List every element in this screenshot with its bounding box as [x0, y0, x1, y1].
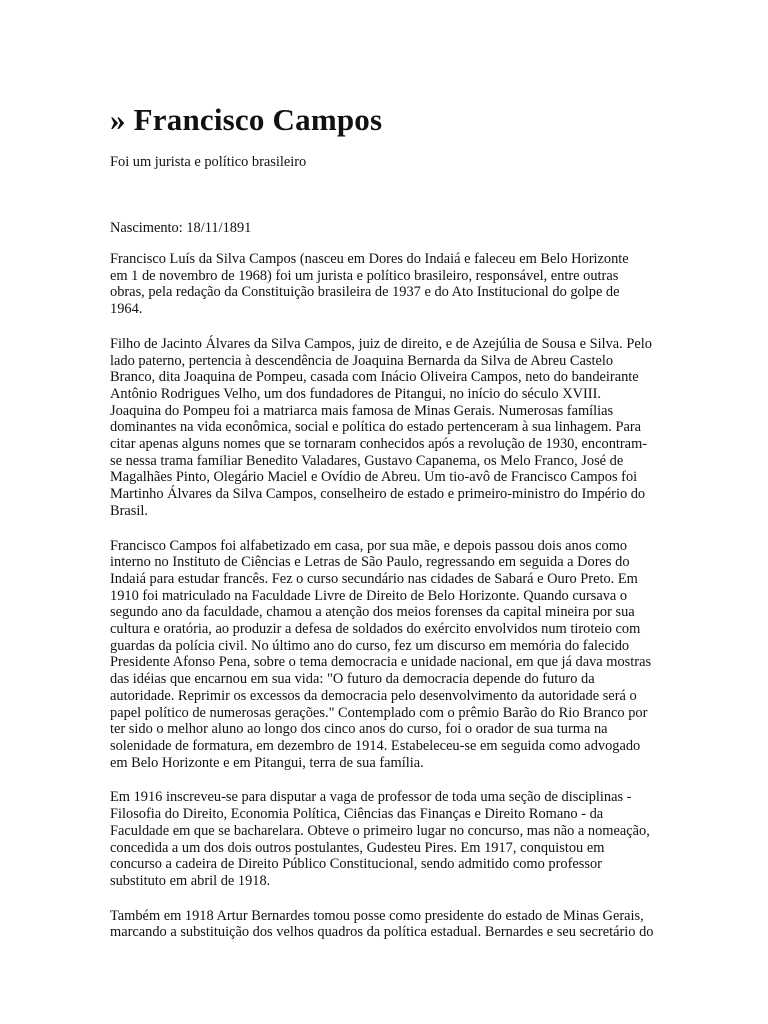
- text-line: se nessa trama familiar Benedito Valadares, Gustavo Capanema, os Melo Franco, José de: [110, 452, 624, 469]
- text-line: segundo ano da faculdade, chamou a atenção dos meios forenses da capital mineira por sua: [110, 604, 635, 621]
- text-line: autoridade. Reprimir os excessos da democracia pelo desenvolvimento da autoridade será o: [110, 687, 637, 704]
- page-title: » Francisco Campos: [110, 102, 383, 137]
- text-line: Joaquina do Pompeu foi a matriarca mais famosa de Minas Gerais. Numerosas famílias: [110, 402, 614, 419]
- birth-date: Nascimento: 18/11/1891: [110, 220, 252, 236]
- text-line: solenidade de formatura, em dezembro de 1914. Estabeleceu-se em seguida como advogado: [110, 737, 641, 754]
- text-line: papel político de numerosas gerações." Contemplado com o prêmio Barão do Rio Branco por: [110, 704, 648, 721]
- text-line: dominantes na vida econômica, social e política do estado pertenceram à sua linhagem. Para: [110, 419, 642, 436]
- text-line: concurso a cadeira de Direito Público Constitucional, sendo admitido como professor: [110, 856, 602, 873]
- text-line: lado paterno, pertencia à descendência de Joaquina Bernarda da Silva de Abreu Castelo: [110, 352, 614, 369]
- text-line: Magalhães Pinto, Olegário Maciel e Ovídio de Abreu. Um tio-avô de Francisco Campos foi: [110, 469, 638, 486]
- text-line: Indaiá para estudar francês. Fez o curso secundário nas cidades de Sabará e Ouro Preto. Em: [110, 570, 638, 587]
- text-line: Brasil.: [110, 502, 148, 519]
- text-line: Faculdade em que se bacharelara. Obteve o primeiro lugar no concurso, mas não a nomeação,: [110, 822, 650, 839]
- paragraph: [110, 908, 698, 941]
- text-line: das idéias que encarnou em sua vida: "O futuro da democracia depende do futuro da: [110, 671, 595, 688]
- text-line: obras, pela redação da Constituição brasileira de 1937 e do Ato Institucional do golpe de: [110, 284, 620, 301]
- text-line: ter sido o melhor aluno ao longo dos cinco anos do curso, foi o orador de sua turma na: [110, 721, 608, 738]
- text-line: citar apenas alguns nomes que se tornaram conhecidos após a revolução de 1930, encontram-: [110, 436, 648, 453]
- text-line: interno no Instituto de Ciências e Letras de São Paulo, regressando em seguida a Dores do: [110, 554, 630, 571]
- paragraph: [110, 336, 698, 520]
- text-line: marcando a substituição dos velhos quadros da política estadual. Bernardes e seu secretário do: [110, 924, 654, 941]
- text-line: Em 1916 inscreveu-se para disputar a vaga de professor de toda uma seção de disciplinas -: [110, 789, 632, 806]
- text-line: Filosofia do Direito, Economia Política, Ciências das Finanças e Direito Romano - da: [110, 806, 604, 823]
- text-line: Branco, dita Joaquina de Pompeu, casada com Inácio Oliveira Campos, neto do bandeirante: [110, 369, 639, 386]
- paragraph: [110, 789, 698, 889]
- text-line: Antônio Rodrigues Velho, um dos fundadores de Pitangui, no início do século XVIII.: [110, 385, 601, 402]
- text-line: substituto em abril de 1918.: [110, 872, 271, 889]
- text-line: 1964.: [110, 301, 143, 318]
- text-line: Presidente Afonso Pena, sobre o tema democracia e unidade nacional, em que já dava mostras: [110, 654, 652, 671]
- text-line: em 1 de novembro de 1968) foi um jurista e político brasileiro, responsável, entre outras: [110, 267, 619, 284]
- text-line: Também em 1918 Artur Bernardes tomou posse como presidente do estado de Minas Gerais,: [110, 907, 644, 924]
- paragraph: [110, 538, 698, 772]
- article-body: [110, 251, 698, 959]
- text-line: Francisco Luís da Silva Campos (nasceu em Dores do Indaiá e faleceu em Belo Horizonte: [110, 251, 629, 267]
- page-subtitle: Foi um jurista e político brasileiro: [110, 154, 307, 170]
- text-line: Francisco Campos foi alfabetizado em casa, por sua mãe, e depois passou dois anos como: [110, 537, 628, 554]
- text-line: cultura e oratória, ao produzir a defesa de soldados do exército envolvidos num tiroteio com: [110, 621, 641, 638]
- text-line: guardas da polícia civil. No último ano do curso, fez um discurso em memória do falecido: [110, 637, 630, 654]
- text-line: 1910 foi matriculado na Faculdade Livre de Direito de Belo Horizonte. Quando cursava o: [110, 587, 628, 604]
- text-line: Martinho Álvares da Silva Campos, conselheiro de estado e primeiro-ministro do Império do: [110, 486, 646, 503]
- text-line: em Belo Horizonte e em Pitangui, terra de sua família.: [110, 754, 424, 771]
- text-line: concedida a um dos dois outros postulantes, Gudesteu Pires. Em 1917, conquistou em: [110, 839, 605, 856]
- paragraph: [110, 251, 698, 318]
- text-line: Filho de Jacinto Álvares da Silva Campos, juiz de direito, e de Azejúlia de Sousa e Silva. Pelo: [110, 335, 652, 352]
